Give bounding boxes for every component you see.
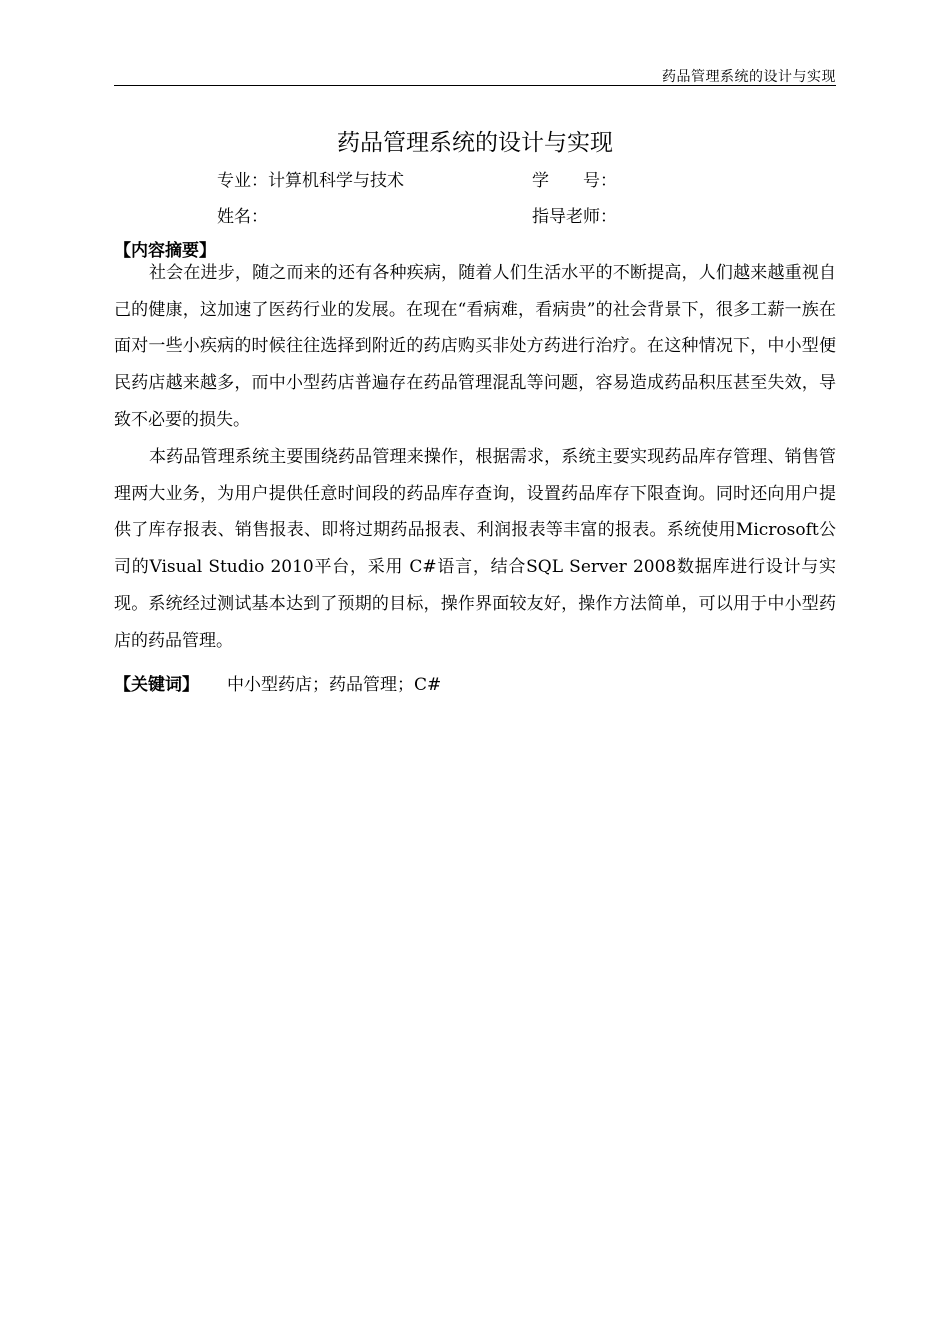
name-field: 姓名： — [217, 207, 268, 227]
keywords-value: 中小型药店；药品管理；C# — [227, 675, 442, 695]
advisor-field: 指导老师： — [532, 207, 617, 227]
student-id-field: 学 号： — [532, 171, 617, 191]
abstract-paragraph-1: 社会在进步，随之而来的还有各种疾病，随着人们生活水平的不断提高，人们越来越重视自己的健康，这加速了医药行业的发展。在现在“看病难，看病贵”的社会背景下，很多工薪一族在面对一些小疾病的时候往往选择到附近的药店购买非处方药进行治疗。在这种情况下，中小型便民药店越来越多，而中小型药店普遍存在药品管理混乱等问题，容易造成药品积压甚至失效，导致不必要的损失。 — [114, 263, 836, 430]
header-divider — [114, 85, 836, 86]
keywords-label: 【关键词】 — [114, 675, 199, 695]
abstract-paragraph-2: 本药品管理系统主要围绕药品管理来操作，根据需求，系统主要实现药品库存管理、销售管理两大业务，为用户提供任意时间段的药品库存查询，设置药品库存下限查询。同时还向用户提供了库存报表、销售报表、即将过期药品报表、利润报表等丰富的报表。系统使用Microsoft公司的Visual Studio 2010平台，采用 C#语言，结合SQL Server 2008数据库进行设计与实现。系统经过测试基本达到了预期的目标，操作界面较友好，操作方法简单，可以用于中小型药店的药品管理。 — [114, 447, 836, 651]
major-field: 专业：计算机科学与技术 — [217, 171, 404, 191]
document-title: 药品管理系统的设计与实现 — [337, 130, 613, 156]
running-header: 药品管理系统的设计与实现 — [662, 69, 836, 85]
abstract-heading: 【内容摘要】 — [114, 241, 216, 261]
